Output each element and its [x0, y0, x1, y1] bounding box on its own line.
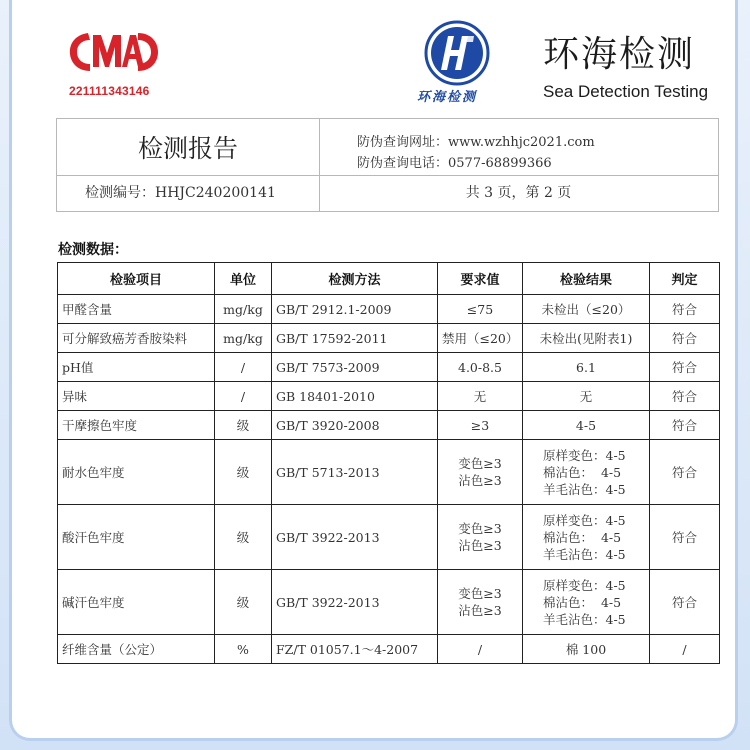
cell-verdict: 符合: [650, 382, 720, 411]
verify-phone: 防伪查询电话：0577-68899366: [357, 156, 552, 171]
result-line: 未检出（≤20）: [541, 301, 631, 317]
cma-number: 221111343146: [69, 84, 150, 98]
cell-result: [523, 295, 650, 324]
cell-method: GB/T 3920-2008: [272, 411, 438, 440]
cell-result: [523, 440, 650, 505]
cell-item: 可分解致癌芳香胺染料: [58, 324, 215, 353]
cell-requirement: [438, 353, 523, 382]
report-title: 检测报告: [137, 134, 238, 163]
report-info-block: [56, 118, 719, 212]
result-line: 棉 100: [565, 641, 607, 657]
cell-result: [523, 411, 650, 440]
brand-name-cn: 环海检测: [543, 34, 696, 75]
table-row: [58, 295, 720, 324]
cell-requirement: [438, 324, 523, 353]
cell-method: GB 18401-2010: [272, 382, 438, 411]
cell-method: GB/T 5713-2013: [272, 440, 438, 505]
result-line: 羊毛沾色：4-5: [543, 611, 626, 627]
cell-requirement: [438, 411, 523, 440]
column-header: 单位: [215, 263, 272, 295]
result-line: 棉沾色： 4-5: [543, 464, 622, 480]
result-line: 原样变色：4-5: [543, 447, 626, 463]
report-paper: [12, 0, 735, 738]
cell-unit: mg/kg: [215, 295, 272, 324]
logo-chinese-text: 环海检测: [417, 90, 478, 105]
cell-unit: mg/kg: [215, 324, 272, 353]
column-header: 判定: [650, 263, 720, 295]
cell-result: [523, 505, 650, 570]
cell-method: GB/T 2912.1-2009: [272, 295, 438, 324]
cell-requirement: [438, 382, 523, 411]
cell-result: [523, 635, 650, 664]
result-line: 4-5: [575, 417, 597, 433]
requirement-line: 无: [473, 388, 487, 404]
table-row: [58, 382, 720, 411]
cell-requirement: [438, 440, 523, 505]
test-data-table: [57, 262, 720, 664]
cell-requirement: [438, 570, 523, 635]
cell-item: 酸汗色牢度: [58, 505, 215, 570]
cell-verdict: 符合: [650, 295, 720, 324]
requirement-line: 沾色≥3: [458, 603, 502, 618]
brand-name-en: Sea Detection Testing: [543, 82, 709, 101]
cell-item: 纤维含量（公定）: [58, 635, 215, 664]
cell-verdict: /: [650, 635, 720, 664]
table-row: [58, 635, 720, 664]
cell-unit: 级: [215, 411, 272, 440]
cell-verdict: 符合: [650, 411, 720, 440]
cell-result: [523, 382, 650, 411]
cell-item: 异味: [58, 382, 215, 411]
requirement-line: 变色≥3: [458, 456, 502, 471]
result-line: 未检出(见附表1): [539, 330, 633, 346]
report-number: 检测编号：HHJC240200141: [85, 185, 276, 201]
requirement-line: 4.0-8.5: [458, 359, 502, 375]
result-line: 6.1: [576, 359, 596, 375]
page-indicator: 共 3 页，第 2 页: [465, 185, 572, 201]
requirement-line: 禁用（≤20）: [442, 330, 519, 346]
cell-method: GB/T 7573-2009: [272, 353, 438, 382]
column-header: 检验项目: [58, 263, 215, 295]
cell-method: FZ/T 01057.1～4-2007: [272, 635, 438, 664]
table-row: [58, 324, 720, 353]
result-line: 棉沾色： 4-5: [543, 594, 622, 610]
result-line: 羊毛沾色：4-5: [543, 546, 626, 562]
cma-logo: [66, 27, 162, 77]
cell-unit: 级: [215, 570, 272, 635]
section-title: 检测数据：: [58, 242, 128, 258]
cell-unit: /: [215, 382, 272, 411]
result-line: 羊毛沾色：4-5: [543, 481, 626, 497]
table-row: [58, 505, 720, 570]
requirement-line: ≤75: [466, 301, 494, 317]
cell-method: GB/T 3922-2013: [272, 570, 438, 635]
cell-requirement: [438, 295, 523, 324]
column-header: 检验结果: [523, 263, 650, 295]
table-header-row: [58, 263, 720, 295]
cell-result: [523, 570, 650, 635]
cell-item: pH值: [58, 353, 215, 382]
cell-item: 甲醛含量: [58, 295, 215, 324]
cell-requirement: [438, 635, 523, 664]
requirement-line: 沾色≥3: [458, 473, 502, 488]
cell-unit: 级: [215, 440, 272, 505]
cell-item: 碱汗色牢度: [58, 570, 215, 635]
cell-result: [523, 324, 650, 353]
cell-verdict: 符合: [650, 570, 720, 635]
cell-unit: %: [215, 635, 272, 664]
table-row: [58, 440, 720, 505]
verify-website: 防伪查询网址：www.wzhhjc2021.com: [357, 135, 595, 150]
requirement-line: 沾色≥3: [458, 538, 502, 553]
result-line: 棉沾色： 4-5: [543, 529, 622, 545]
requirement-line: 变色≥3: [458, 521, 502, 536]
cell-verdict: 符合: [650, 324, 720, 353]
cell-unit: 级: [215, 505, 272, 570]
cell-verdict: 符合: [650, 505, 720, 570]
requirement-line: 变色≥3: [458, 586, 502, 601]
requirement-line: ≥3: [470, 417, 490, 433]
requirement-line: /: [477, 641, 483, 657]
company-logo-icon: [424, 20, 490, 86]
cell-result: [523, 353, 650, 382]
cell-verdict: 符合: [650, 353, 720, 382]
cell-method: GB/T 17592-2011: [272, 324, 438, 353]
result-line: 原样变色：4-5: [543, 512, 626, 528]
cell-unit: /: [215, 353, 272, 382]
cell-item: 耐水色牢度: [58, 440, 215, 505]
cell-verdict: 符合: [650, 440, 720, 505]
table-row: [58, 570, 720, 635]
column-header: 检测方法: [272, 263, 438, 295]
cell-item: 干摩擦色牢度: [58, 411, 215, 440]
table-row: [58, 353, 720, 382]
column-header: 要求值: [438, 263, 523, 295]
cell-method: GB/T 3922-2013: [272, 505, 438, 570]
result-line: 原样变色：4-5: [543, 577, 626, 593]
table-row: [58, 411, 720, 440]
cell-requirement: [438, 505, 523, 570]
result-line: 无: [579, 388, 593, 404]
